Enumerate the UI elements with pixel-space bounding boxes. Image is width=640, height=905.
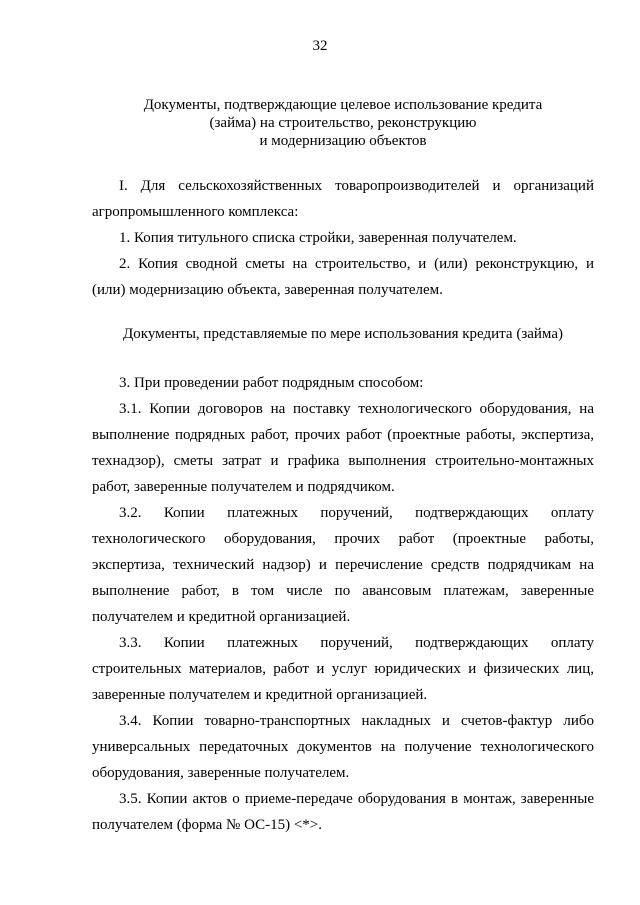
paragraph-item-3-4: 3.4. Копии товарно-транспортных накладных и счетов-фактур либо универсальных передаточных документов на получение технологического оборудования, заверенные получателем. [92, 713, 594, 781]
paragraph-item-3-5: 3.5. Копии актов о приеме-передаче оборудования в монтаж, заверенные получателем (форма № ОС-15) <*>. [92, 791, 594, 833]
paragraph-section-1: I. Для сельскохозяйственных товаропроизводителей и организаций агропромышленного комплекса: [92, 178, 594, 220]
page-number: 32 [312, 38, 328, 54]
paragraph-item-2: 2. Копия сводной сметы на строительство, и (или) реконструкцию, и (или) модернизацию объекта, заверенная получателем. [92, 256, 594, 298]
paragraph-item-3: 3. При проведении работ подрядным способом: [119, 375, 424, 391]
title-line-3: и модернизацию объектов [259, 133, 427, 149]
paragraph-item-3-1: 3.1. Копии договоров на поставку технологического оборудования, на выполнение подрядных работ, прочих работ (проектные работы, экспертиза, технадзор), сметы затрат и графика выполнения строительно-монтажных работ, заверенные получателем и подрядчиком. [92, 401, 594, 495]
document-title [92, 96, 594, 150]
title-line-2: (займа) на строительство, реконструкцию [209, 115, 477, 131]
paragraph-item-1: 1. Копия титульного списка стройки, заверенная получателем. [119, 230, 517, 246]
section-subheading: Документы, представляемые по мере использования кредита (займа) [123, 326, 563, 342]
paragraph-item-3-3: 3.3. Копии платежных поручений, подтверждающих оплату строительных материалов, работ и услуг юридических и физических лиц, заверенные получателем и кредитной организацией. [92, 635, 594, 703]
title-line-1: Документы, подтверждающие целевое использование кредита [143, 97, 543, 113]
document-body [92, 173, 594, 838]
paragraph-item-3-2: 3.2. Копии платежных поручений, подтверждающих оплату технологического оборудования, прочих работ (проектные работы, экспертиза, технический надзор) и перечисление средств подрядчикам на выполнение работ, в том числе по авансовым платежам, заверенные получателем и кредитной организацией. [92, 505, 594, 625]
